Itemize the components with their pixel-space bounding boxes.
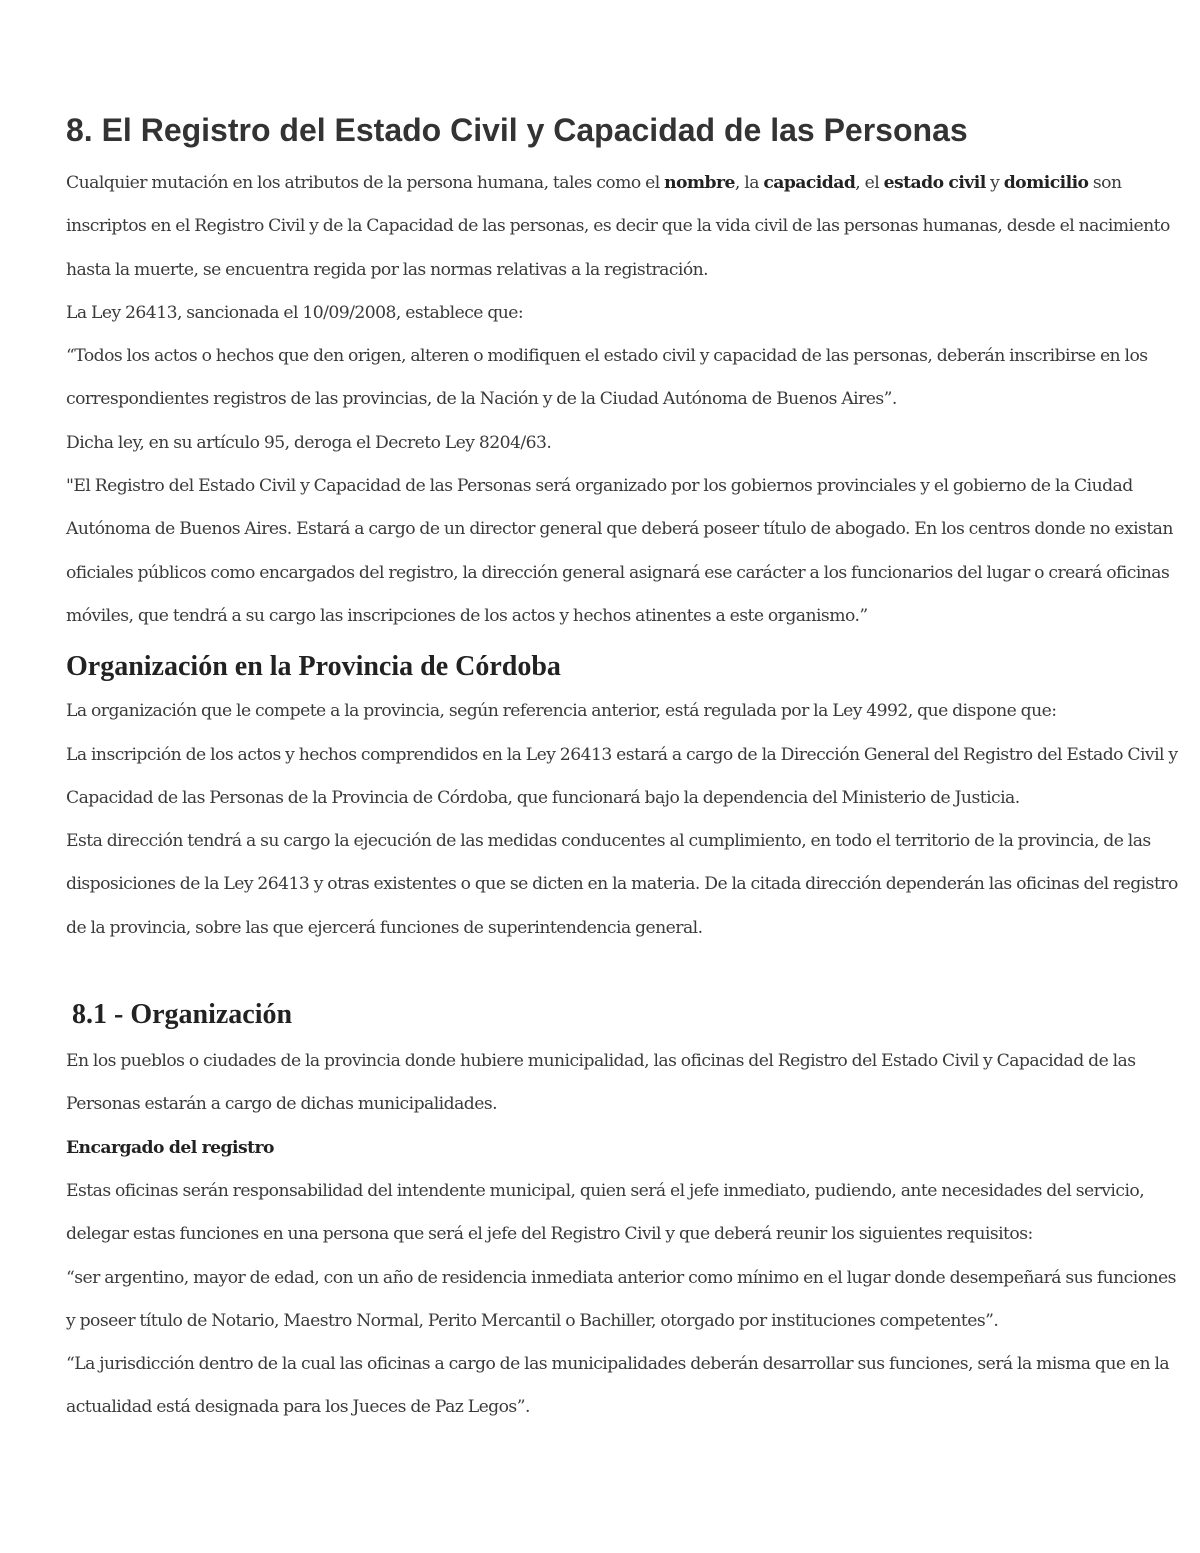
encargado-paragraph-3: “La jurisdicción dentro de la cual las oficinas a cargo de las municipalidades deberán desarrollar sus funciones, será la misma que en la actualidad está designada para los Jueces de Paz Legos”. [66,1354,1170,1418]
intro-text-1: Cualquier mutación en los atributos de la persona humana, tales como el [66,173,665,193]
intro-text-4: y [985,173,1004,193]
quote-paragraph-1: “Todos los actos o hechos que den origen, alteren o modifiquen el estado civil y capacidad de las personas, deberán inscribirse en los correspondientes registros de las provincias, de la Nación y de la Ciudad Autónoma de Buenos Aires”. [66,346,1148,410]
section-heading-cordoba: Organización en la Provincia de Córdoba [66,651,561,683]
deroga-paragraph: Dicha ley, en su artículo 95, deroga el Decreto Ley 8204/63. [66,432,552,453]
cordoba-paragraph-3: Esta dirección tendrá a su cargo la ejecución de las medidas conducentes al cumplimiento, en todo el territorio de la provincia, de las disposiciones de la Ley 26413 y otras existentes o que se dicten en la materia. De la citada dirección dependerán las oficinas del registro de la provincia, sobre las que ejercerá funciones de superintendencia general. [66,831,1178,938]
term-nombre: nombre [664,173,735,193]
ley-paragraph: La Ley 26413, sancionada el 10/09/2008, establece que: [66,302,524,323]
section-heading-8-1: 8.1 - Organización [72,999,293,1031]
cordoba-paragraph-1: La organización que le compete a la provincia, según referencia anterior, está regulada por la Ley 4992, que dispone que: [66,701,1057,722]
cordoba-paragraph-2: La inscripción de los actos y hechos comprendidos en la Ley 26413 estará a cargo de la Dirección General del Registro del Estado Civil y Capacidad de las Personas de la Provincia de Córdoba, que funcionará bajo la dependencia del Ministerio de Justicia. [66,744,1178,808]
quote-paragraph-2: "El Registro del Estado Civil y Capacidad de las Personas será organizado por los gobiernos provinciales y el gobierno de la Ciudad Autónoma de Buenos Aires. Estará a cargo de un director general que deberá poseer título de abogado. En los centros donde no existan oficiales públicos como encargados del registro, la dirección general asignará ese carácter a los funcionarios del lugar o creará oficinas móviles, que tendrá a su cargo las inscripciones de los actos y hechos atinentes a este organismo.” [66,476,1173,626]
term-estado-civil: estado civil [883,173,986,193]
page-title: 8. El Registro del Estado Civil y Capacidad de las Personas [66,112,968,148]
intro-text-2: , la [734,173,764,193]
term-domicilio: domicilio [1003,173,1089,193]
intro-text-5: son inscriptos en el Registro Civil y de la Capacidad de las personas, es decir que la vida civil de las personas humanas, desde el nacimiento hasta la muerte, se encuentra regida por las normas relativas a la registración. [66,173,1170,280]
intro-text-3: , el [855,173,884,193]
encargado-paragraph-2: “ser argentino, mayor de edad, con un año de residencia inmediata anterior como mínimo en el lugar donde desempeñará sus funciones y poseer título de Notario, Maestro Normal, Perito Mercantil o Bachiller, otorgado por instituciones competentes”. [66,1267,1176,1331]
organizacion-paragraph: En los pueblos o ciudades de la provincia donde hubiere municipalidad, las oficinas del Registro del Estado Civil y Capacidad de las Personas estarán a cargo de dichas municipalidades. [66,1051,1136,1115]
subheading-encargado: Encargado del registro [66,1137,274,1158]
encargado-paragraph-1: Estas oficinas serán responsabilidad del intendente municipal, quien será el jefe inmediato, pudiendo, ante necesidades del servicio, delegar estas funciones en una persona que será el jefe del Registro Civil y que deberá reunir los siguientes requisitos: [66,1180,1145,1245]
intro-paragraph [66,162,1184,292]
term-capacidad: capacidad [763,173,856,193]
document-page [66,100,1184,1430]
